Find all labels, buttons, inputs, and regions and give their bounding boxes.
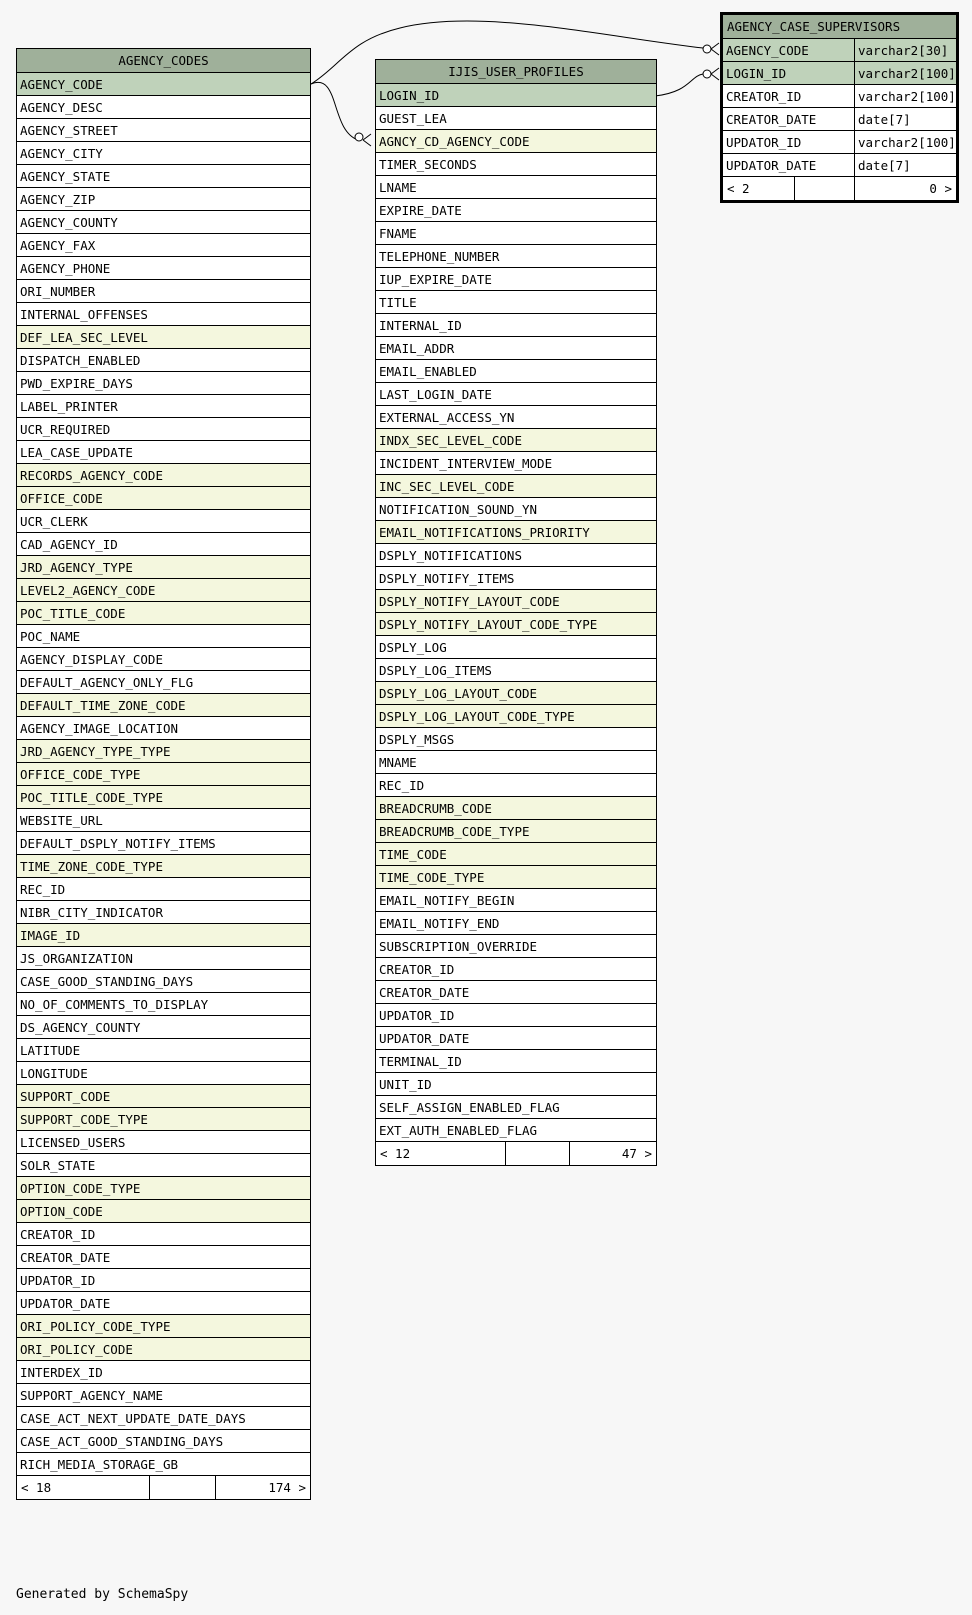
- parents-count[interactable]: < 12: [376, 1142, 506, 1165]
- footer-spacer: [150, 1476, 216, 1499]
- column-row[interactable]: ORI_POLICY_CODE: [17, 1338, 310, 1361]
- column-row[interactable]: [723, 85, 956, 108]
- column-row[interactable]: AGENCY_COUNTY: [17, 211, 310, 234]
- column-row[interactable]: TIME_CODE: [376, 843, 656, 866]
- column-row[interactable]: IUP_EXPIRE_DATE: [376, 268, 656, 291]
- column-row[interactable]: CASE_ACT_GOOD_STANDING_DAYS: [17, 1430, 310, 1453]
- column-row[interactable]: EXTERNAL_ACCESS_YN: [376, 406, 656, 429]
- column-row[interactable]: TIME_ZONE_CODE_TYPE: [17, 855, 310, 878]
- column-name: AGENCY_CODE: [723, 39, 855, 61]
- column-row[interactable]: CASE_GOOD_STANDING_DAYS: [17, 970, 310, 993]
- column-row[interactable]: DSPLY_NOTIFY_ITEMS: [376, 567, 656, 590]
- column-row[interactable]: OPTION_CODE: [17, 1200, 310, 1223]
- column-row[interactable]: AGENCY_STATE: [17, 165, 310, 188]
- column-row[interactable]: ORI_NUMBER: [17, 280, 310, 303]
- column-row[interactable]: LABEL_PRINTER: [17, 395, 310, 418]
- footer-spacer: [506, 1142, 570, 1165]
- column-row[interactable]: AGENCY_ZIP: [17, 188, 310, 211]
- column-row[interactable]: DS_AGENCY_COUNTY: [17, 1016, 310, 1039]
- column-row[interactable]: EMAIL_ADDR: [376, 337, 656, 360]
- children-count[interactable]: 0 >: [929, 181, 952, 196]
- column-row[interactable]: INTERNAL_ID: [376, 314, 656, 337]
- column-name: UPDATOR_DATE: [723, 154, 855, 176]
- column-row[interactable]: LATITUDE: [17, 1039, 310, 1062]
- children-count[interactable]: 174 >: [268, 1480, 306, 1495]
- column-row[interactable]: OFFICE_CODE: [17, 487, 310, 510]
- column-row[interactable]: [723, 131, 956, 154]
- column-row[interactable]: DSPLY_LOG_LAYOUT_CODE_TYPE: [376, 705, 656, 728]
- column-row[interactable]: AGENCY_CITY: [17, 142, 310, 165]
- column-row[interactable]: INC_SEC_LEVEL_CODE: [376, 475, 656, 498]
- column-type: varchar2[100]: [858, 135, 956, 150]
- column-row[interactable]: UPDATOR_DATE: [17, 1292, 310, 1315]
- parents-count[interactable]: < 2: [723, 177, 795, 200]
- column-row[interactable]: EMAIL_ENABLED: [376, 360, 656, 383]
- column-row[interactable]: INCIDENT_INTERVIEW_MODE: [376, 452, 656, 475]
- column-row[interactable]: TIMER_SECONDS: [376, 153, 656, 176]
- column-row[interactable]: EMAIL_NOTIFY_END: [376, 912, 656, 935]
- table-footer: [376, 1142, 656, 1165]
- column-row[interactable]: SOLR_STATE: [17, 1154, 310, 1177]
- column-row[interactable]: DSPLY_NOTIFY_LAYOUT_CODE: [376, 590, 656, 613]
- column-row[interactable]: POC_NAME: [17, 625, 310, 648]
- column-row[interactable]: [723, 62, 956, 85]
- column-row[interactable]: GUEST_LEA: [376, 107, 656, 130]
- connector-agency-code-to-ijis-agency-code: [311, 82, 358, 140]
- column-row[interactable]: INTERNAL_OFFENSES: [17, 303, 310, 326]
- column-row[interactable]: UPDATOR_ID: [17, 1269, 310, 1292]
- column-row[interactable]: UCR_REQUIRED: [17, 418, 310, 441]
- column-row[interactable]: LEA_CASE_UPDATE: [17, 441, 310, 464]
- column-name: UPDATOR_ID: [723, 131, 855, 153]
- column-row[interactable]: LAST_LOGIN_DATE: [376, 383, 656, 406]
- connector-crowfoot-sup-agency: [711, 43, 719, 55]
- column-row[interactable]: UPDATOR_ID: [376, 1004, 656, 1027]
- column-row[interactable]: AGENCY_DESC: [17, 96, 310, 119]
- footer-spacer: [795, 177, 855, 200]
- column-row[interactable]: POC_TITLE_CODE_TYPE: [17, 786, 310, 809]
- table-footer: [723, 177, 956, 200]
- column-type: date[7]: [858, 158, 911, 173]
- agency-case-supervisors-table-title[interactable]: AGENCY_CASE_SUPERVISORS: [723, 15, 956, 39]
- column-row[interactable]: REC_ID: [17, 878, 310, 901]
- connector-crowfoot-sup-login: [711, 68, 719, 80]
- column-row[interactable]: AGENCY_IMAGE_LOCATION: [17, 717, 310, 740]
- column-row[interactable]: LOGIN_ID: [376, 84, 656, 107]
- column-row[interactable]: CREATOR_ID: [376, 958, 656, 981]
- column-row[interactable]: DEFAULT_DSPLY_NOTIFY_ITEMS: [17, 832, 310, 855]
- column-row[interactable]: CREATOR_DATE: [376, 981, 656, 1004]
- column-row[interactable]: DEF_LEA_SEC_LEVEL: [17, 326, 310, 349]
- column-row[interactable]: NOTIFICATION_SOUND_YN: [376, 498, 656, 521]
- column-row[interactable]: NO_OF_COMMENTS_TO_DISPLAY: [17, 993, 310, 1016]
- column-row[interactable]: LICENSED_USERS: [17, 1131, 310, 1154]
- column-row[interactable]: DSPLY_LOG: [376, 636, 656, 659]
- column-row[interactable]: DEFAULT_AGENCY_ONLY_FLG: [17, 671, 310, 694]
- column-row[interactable]: SUPPORT_AGENCY_NAME: [17, 1384, 310, 1407]
- column-row[interactable]: DISPATCH_ENABLED: [17, 349, 310, 372]
- column-row[interactable]: CREATOR_ID: [17, 1223, 310, 1246]
- ijis-user-profiles-table-title[interactable]: IJIS_USER_PROFILES: [376, 60, 656, 84]
- agency-case-supervisors-table[interactable]: [720, 12, 959, 203]
- column-row[interactable]: SELF_ASSIGN_ENABLED_FLAG: [376, 1096, 656, 1119]
- connector-crowfoot-circle-sup-agency: [703, 45, 711, 53]
- connector-crowfoot-circle-ijis: [355, 133, 363, 141]
- column-type: date[7]: [858, 112, 911, 127]
- column-type: varchar2[30]: [858, 43, 949, 58]
- column-row[interactable]: SUBSCRIPTION_OVERRIDE: [376, 935, 656, 958]
- column-type: varchar2[100]: [858, 89, 956, 104]
- column-row[interactable]: CASE_ACT_NEXT_UPDATE_DATE_DAYS: [17, 1407, 310, 1430]
- column-row[interactable]: BREADCRUMB_CODE_TYPE: [376, 820, 656, 843]
- column-row[interactable]: UNIT_ID: [376, 1073, 656, 1096]
- column-row[interactable]: DSPLY_LOG_LAYOUT_CODE: [376, 682, 656, 705]
- column-row[interactable]: [723, 108, 956, 131]
- column-type: varchar2[100]: [858, 66, 956, 81]
- column-row[interactable]: ORI_POLICY_CODE_TYPE: [17, 1315, 310, 1338]
- column-row[interactable]: EMAIL_NOTIFY_BEGIN: [376, 889, 656, 912]
- column-row[interactable]: DSPLY_MSGS: [376, 728, 656, 751]
- column-row[interactable]: PWD_EXPIRE_DAYS: [17, 372, 310, 395]
- column-row[interactable]: AGENCY_PHONE: [17, 257, 310, 280]
- column-row[interactable]: JRD_AGENCY_TYPE_TYPE: [17, 740, 310, 763]
- column-row[interactable]: BREADCRUMB_CODE: [376, 797, 656, 820]
- column-row[interactable]: FNAME: [376, 222, 656, 245]
- column-row[interactable]: [723, 39, 956, 62]
- column-row[interactable]: DEFAULT_TIME_ZONE_CODE: [17, 694, 310, 717]
- column-row[interactable]: TERMINAL_ID: [376, 1050, 656, 1073]
- column-row[interactable]: CAD_AGENCY_ID: [17, 533, 310, 556]
- column-row[interactable]: INTERDEX_ID: [17, 1361, 310, 1384]
- column-row[interactable]: TIME_CODE_TYPE: [376, 866, 656, 889]
- table-footer: [17, 1476, 310, 1499]
- column-row[interactable]: RICH_MEDIA_STORAGE_GB: [17, 1453, 310, 1476]
- column-name: LOGIN_ID: [723, 62, 855, 84]
- column-row[interactable]: IMAGE_ID: [17, 924, 310, 947]
- column-row[interactable]: TELEPHONE_NUMBER: [376, 245, 656, 268]
- ijis-user-profiles-table[interactable]: [375, 59, 657, 1166]
- column-row[interactable]: SUPPORT_CODE_TYPE: [17, 1108, 310, 1131]
- column-name: CREATOR_DATE: [723, 108, 855, 130]
- agency-codes-table[interactable]: [16, 48, 311, 1500]
- column-row[interactable]: RECORDS_AGENCY_CODE: [17, 464, 310, 487]
- column-row[interactable]: REC_ID: [376, 774, 656, 797]
- column-row[interactable]: INDX_SEC_LEVEL_CODE: [376, 429, 656, 452]
- column-row[interactable]: JRD_AGENCY_TYPE: [17, 556, 310, 579]
- column-row[interactable]: AGNCY_CD_AGENCY_CODE: [376, 130, 656, 153]
- column-row[interactable]: EXT_AUTH_ENABLED_FLAG: [376, 1119, 656, 1142]
- column-row[interactable]: TITLE: [376, 291, 656, 314]
- column-row[interactable]: DSPLY_NOTIFY_LAYOUT_CODE_TYPE: [376, 613, 656, 636]
- children-count[interactable]: 47 >: [621, 1146, 652, 1161]
- column-row[interactable]: JS_ORGANIZATION: [17, 947, 310, 970]
- column-row[interactable]: OFFICE_CODE_TYPE: [17, 763, 310, 786]
- column-row[interactable]: WEBSITE_URL: [17, 809, 310, 832]
- column-row[interactable]: AGENCY_STREET: [17, 119, 310, 142]
- column-row[interactable]: POC_TITLE_CODE: [17, 602, 310, 625]
- column-name: CREATOR_ID: [723, 85, 855, 107]
- column-row[interactable]: UCR_CLERK: [17, 510, 310, 533]
- column-row[interactable]: DSPLY_NOTIFICATIONS: [376, 544, 656, 567]
- column-row[interactable]: NIBR_CITY_INDICATOR: [17, 901, 310, 924]
- column-row[interactable]: EXPIRE_DATE: [376, 199, 656, 222]
- column-row[interactable]: CREATOR_DATE: [17, 1246, 310, 1269]
- column-row[interactable]: AGENCY_FAX: [17, 234, 310, 257]
- connector-crowfoot-ijis: [363, 134, 371, 146]
- column-row[interactable]: LONGITUDE: [17, 1062, 310, 1085]
- column-row[interactable]: [723, 154, 956, 177]
- column-row[interactable]: AGENCY_CODE: [17, 73, 310, 96]
- column-row[interactable]: OPTION_CODE_TYPE: [17, 1177, 310, 1200]
- column-row[interactable]: AGENCY_DISPLAY_CODE: [17, 648, 310, 671]
- column-row[interactable]: EMAIL_NOTIFICATIONS_PRIORITY: [376, 521, 656, 544]
- column-row[interactable]: SUPPORT_CODE: [17, 1085, 310, 1108]
- generated-by-label: Generated by SchemaSpy: [16, 1587, 189, 1602]
- column-row[interactable]: UPDATOR_DATE: [376, 1027, 656, 1050]
- connector-crowfoot-circle-sup-login: [703, 70, 711, 78]
- column-row[interactable]: MNAME: [376, 751, 656, 774]
- column-row[interactable]: LEVEL2_AGENCY_CODE: [17, 579, 310, 602]
- agency-codes-table-title[interactable]: AGENCY_CODES: [17, 49, 310, 73]
- column-row[interactable]: DSPLY_LOG_ITEMS: [376, 659, 656, 682]
- parents-count[interactable]: < 18: [17, 1476, 150, 1499]
- column-row[interactable]: LNAME: [376, 176, 656, 199]
- connector-login-id-to-supervisors: [655, 74, 703, 96]
